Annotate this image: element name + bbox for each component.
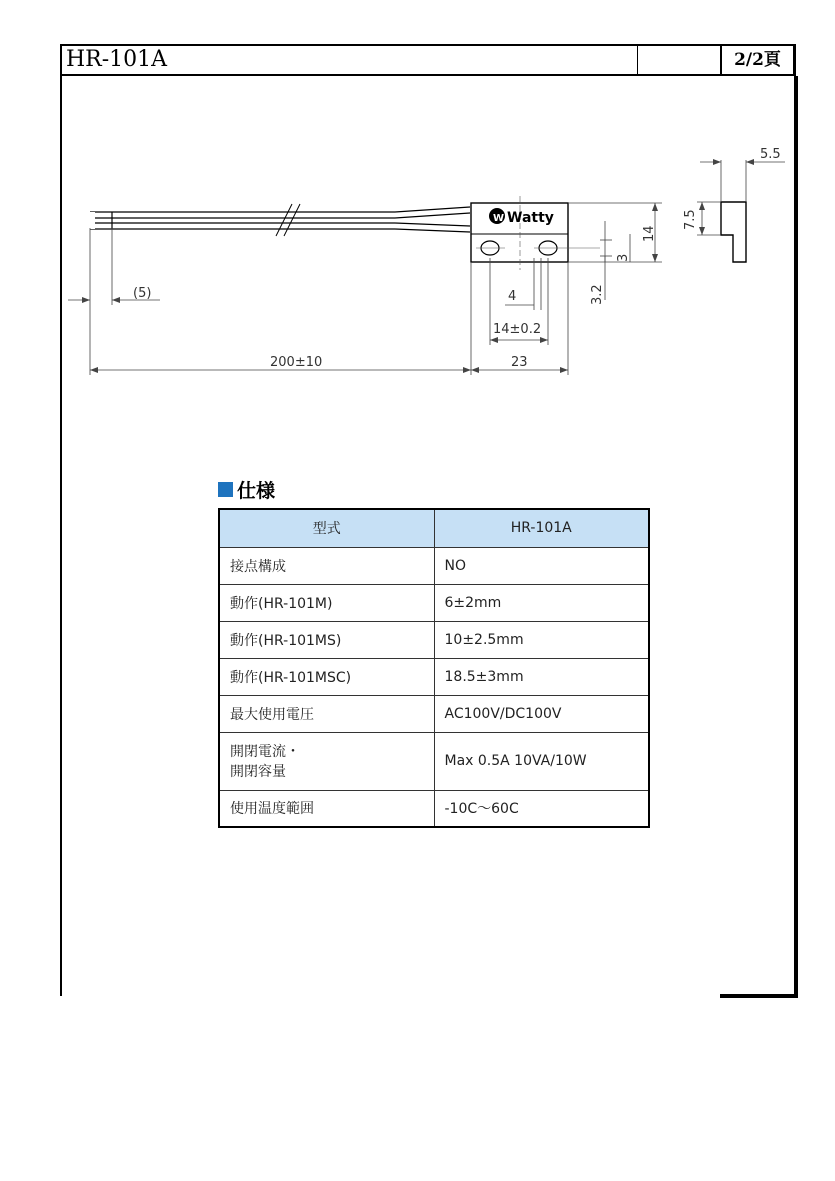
dim-side-width: 5.5 <box>760 147 781 162</box>
spec-table <box>218 508 650 828</box>
row-value: 10±2.5mm <box>434 621 649 658</box>
side-view <box>721 202 746 262</box>
row-label: 開閉電流・ 開閉容量 <box>219 732 434 790</box>
dim-strip-length: (5) <box>133 286 152 301</box>
dim-hole-diameter: 3.2 <box>590 284 605 305</box>
table-row <box>219 790 649 827</box>
row-label: 接点構成 <box>219 547 434 584</box>
dim-body-length: 23 <box>511 355 528 370</box>
break-mark <box>276 204 300 236</box>
row-label: 動作(HR-101M) <box>219 584 434 621</box>
document-title: HR-101A <box>62 46 638 74</box>
table-row <box>219 658 649 695</box>
svg-text:W: W <box>493 213 505 224</box>
header-cell-model-value: HR-101A <box>434 509 649 547</box>
brand-logo-text: Watty <box>507 210 554 226</box>
heading-square-icon <box>218 482 233 497</box>
row-value: 18.5±3mm <box>434 658 649 695</box>
dim-hole-pitch: 14±0.2 <box>493 322 542 337</box>
dim-hole-center: 3 <box>616 253 631 262</box>
dimension-arrows <box>82 159 754 373</box>
dimension-lines <box>68 160 785 375</box>
spec-heading <box>218 476 275 503</box>
row-label: 動作(HR-101MS) <box>219 621 434 658</box>
dim-lead-length: 200±10 <box>270 355 323 370</box>
row-value: 6±2mm <box>434 584 649 621</box>
row-value: -10C～60C <box>434 790 649 827</box>
dimension-drawing <box>0 0 835 470</box>
page-number: 2/2頁 <box>734 50 781 70</box>
spec-heading-text: 仕様 <box>237 480 276 502</box>
row-value: NO <box>434 547 649 584</box>
row-label: 動作(HR-101MSC) <box>219 658 434 695</box>
table-row <box>219 621 649 658</box>
table-row <box>219 584 649 621</box>
table-row <box>219 547 649 584</box>
row-value: Max 0.5A 10VA/10W <box>434 732 649 790</box>
table-row <box>219 732 649 790</box>
table-row <box>219 695 649 732</box>
spec-table-header <box>219 509 649 547</box>
dim-height: 14 <box>642 225 657 242</box>
row-label: 使用温度範囲 <box>219 790 434 827</box>
dim-hole-offset: 4 <box>508 289 517 304</box>
row-value: AC100V/DC100V <box>434 695 649 732</box>
frame-bottom-rule <box>720 994 798 998</box>
row-label: 最大使用電圧 <box>219 695 434 732</box>
header-cell-model: 型式 <box>219 509 434 547</box>
dim-side-height: 7.5 <box>683 209 698 230</box>
